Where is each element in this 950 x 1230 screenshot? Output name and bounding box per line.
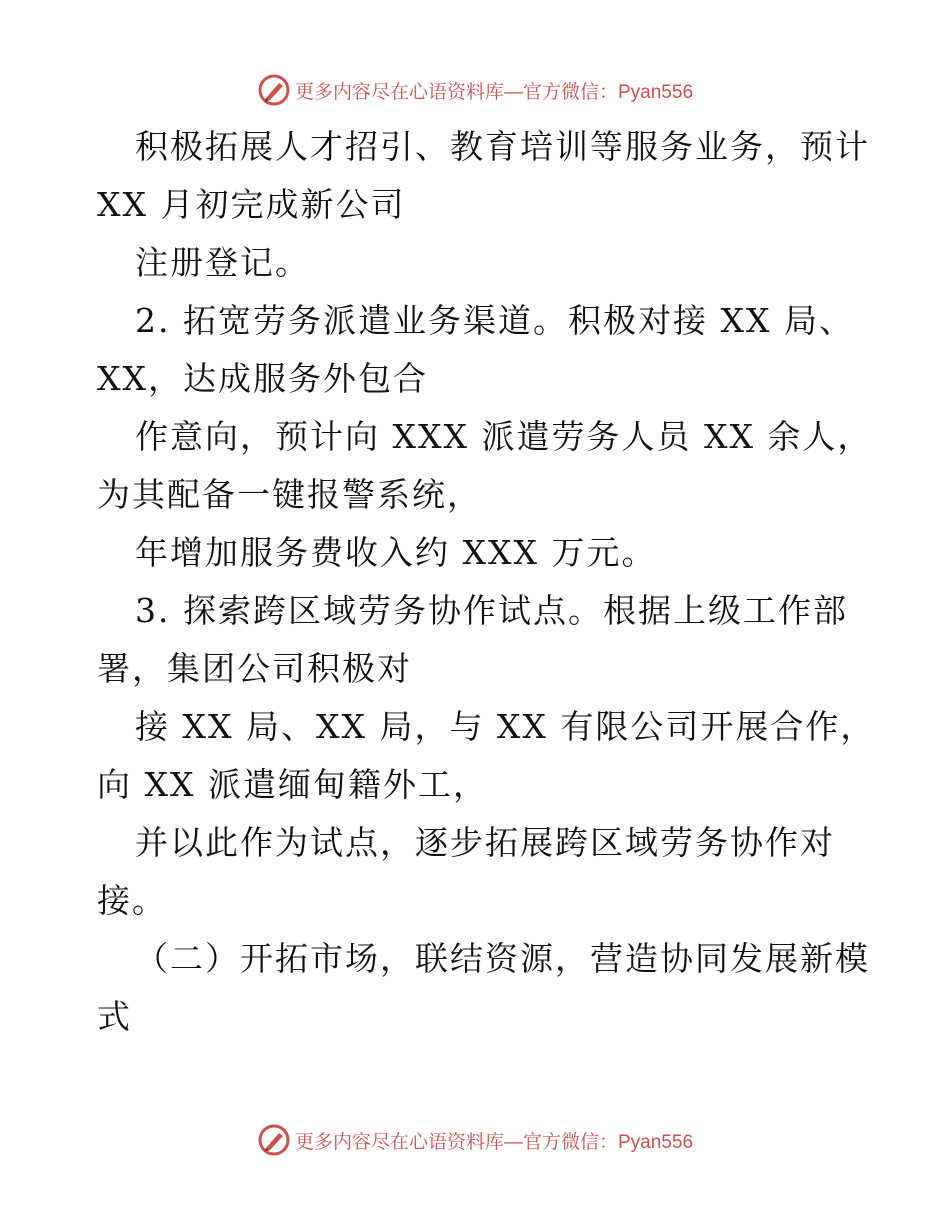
paragraph-line: 3. 探索跨区域劳务协作试点。根据上级工作部 <box>135 591 848 630</box>
section-heading: （二）开拓市场，联结资源，营造协同发展新模 <box>135 939 870 978</box>
paragraph-line: 并以此作为试点，逐步拓展跨区域劳务协作对 <box>135 823 835 862</box>
pen-logo-icon <box>257 73 291 107</box>
paragraph-line: 署，集团公司积极对 <box>97 649 412 688</box>
footer-banner-text: 更多内容尽在心语资料库 <box>294 1130 504 1153</box>
header-banner-text: 更多内容尽在心语资料库 <box>294 80 504 103</box>
footer-banner-sub: —官方微信：Pyan556 <box>504 1131 694 1153</box>
paragraph-line: XX，达成服务外包合 <box>97 359 428 398</box>
footer-banner <box>0 1120 950 1160</box>
paragraph-line: 接。 <box>97 881 167 920</box>
paragraph-line: 向 XX 派遣缅甸籍外工， <box>97 765 488 804</box>
paragraph-line: XX 月初完成新公司 <box>97 185 406 224</box>
header-banner-sub: —官方微信：Pyan556 <box>504 81 694 103</box>
paragraph-line: 为其配备一键报警系统， <box>97 475 482 514</box>
pen-logo-icon <box>257 1123 291 1157</box>
paragraph-line: 作意向，预计向 XXX 派遣劳务人员 XX 余人， <box>135 417 873 456</box>
paragraph-line: 积极拓展人才招引、教育培训等服务业务，预计 <box>135 127 870 166</box>
paragraph-line: 2. 拓宽劳务派遣业务渠道。积极对接 XX 局、 <box>135 301 854 340</box>
document-body <box>97 118 876 1046</box>
paragraph-line: 接 XX 局、XX 局，与 XX 有限公司开展合作， <box>135 707 876 746</box>
header-banner <box>0 70 950 110</box>
section-heading-continued: 式 <box>97 997 132 1036</box>
paragraph-line: 注册登记。 <box>135 243 310 282</box>
paragraph-line: 年增加服务费收入约 XXX 万元。 <box>135 533 657 572</box>
